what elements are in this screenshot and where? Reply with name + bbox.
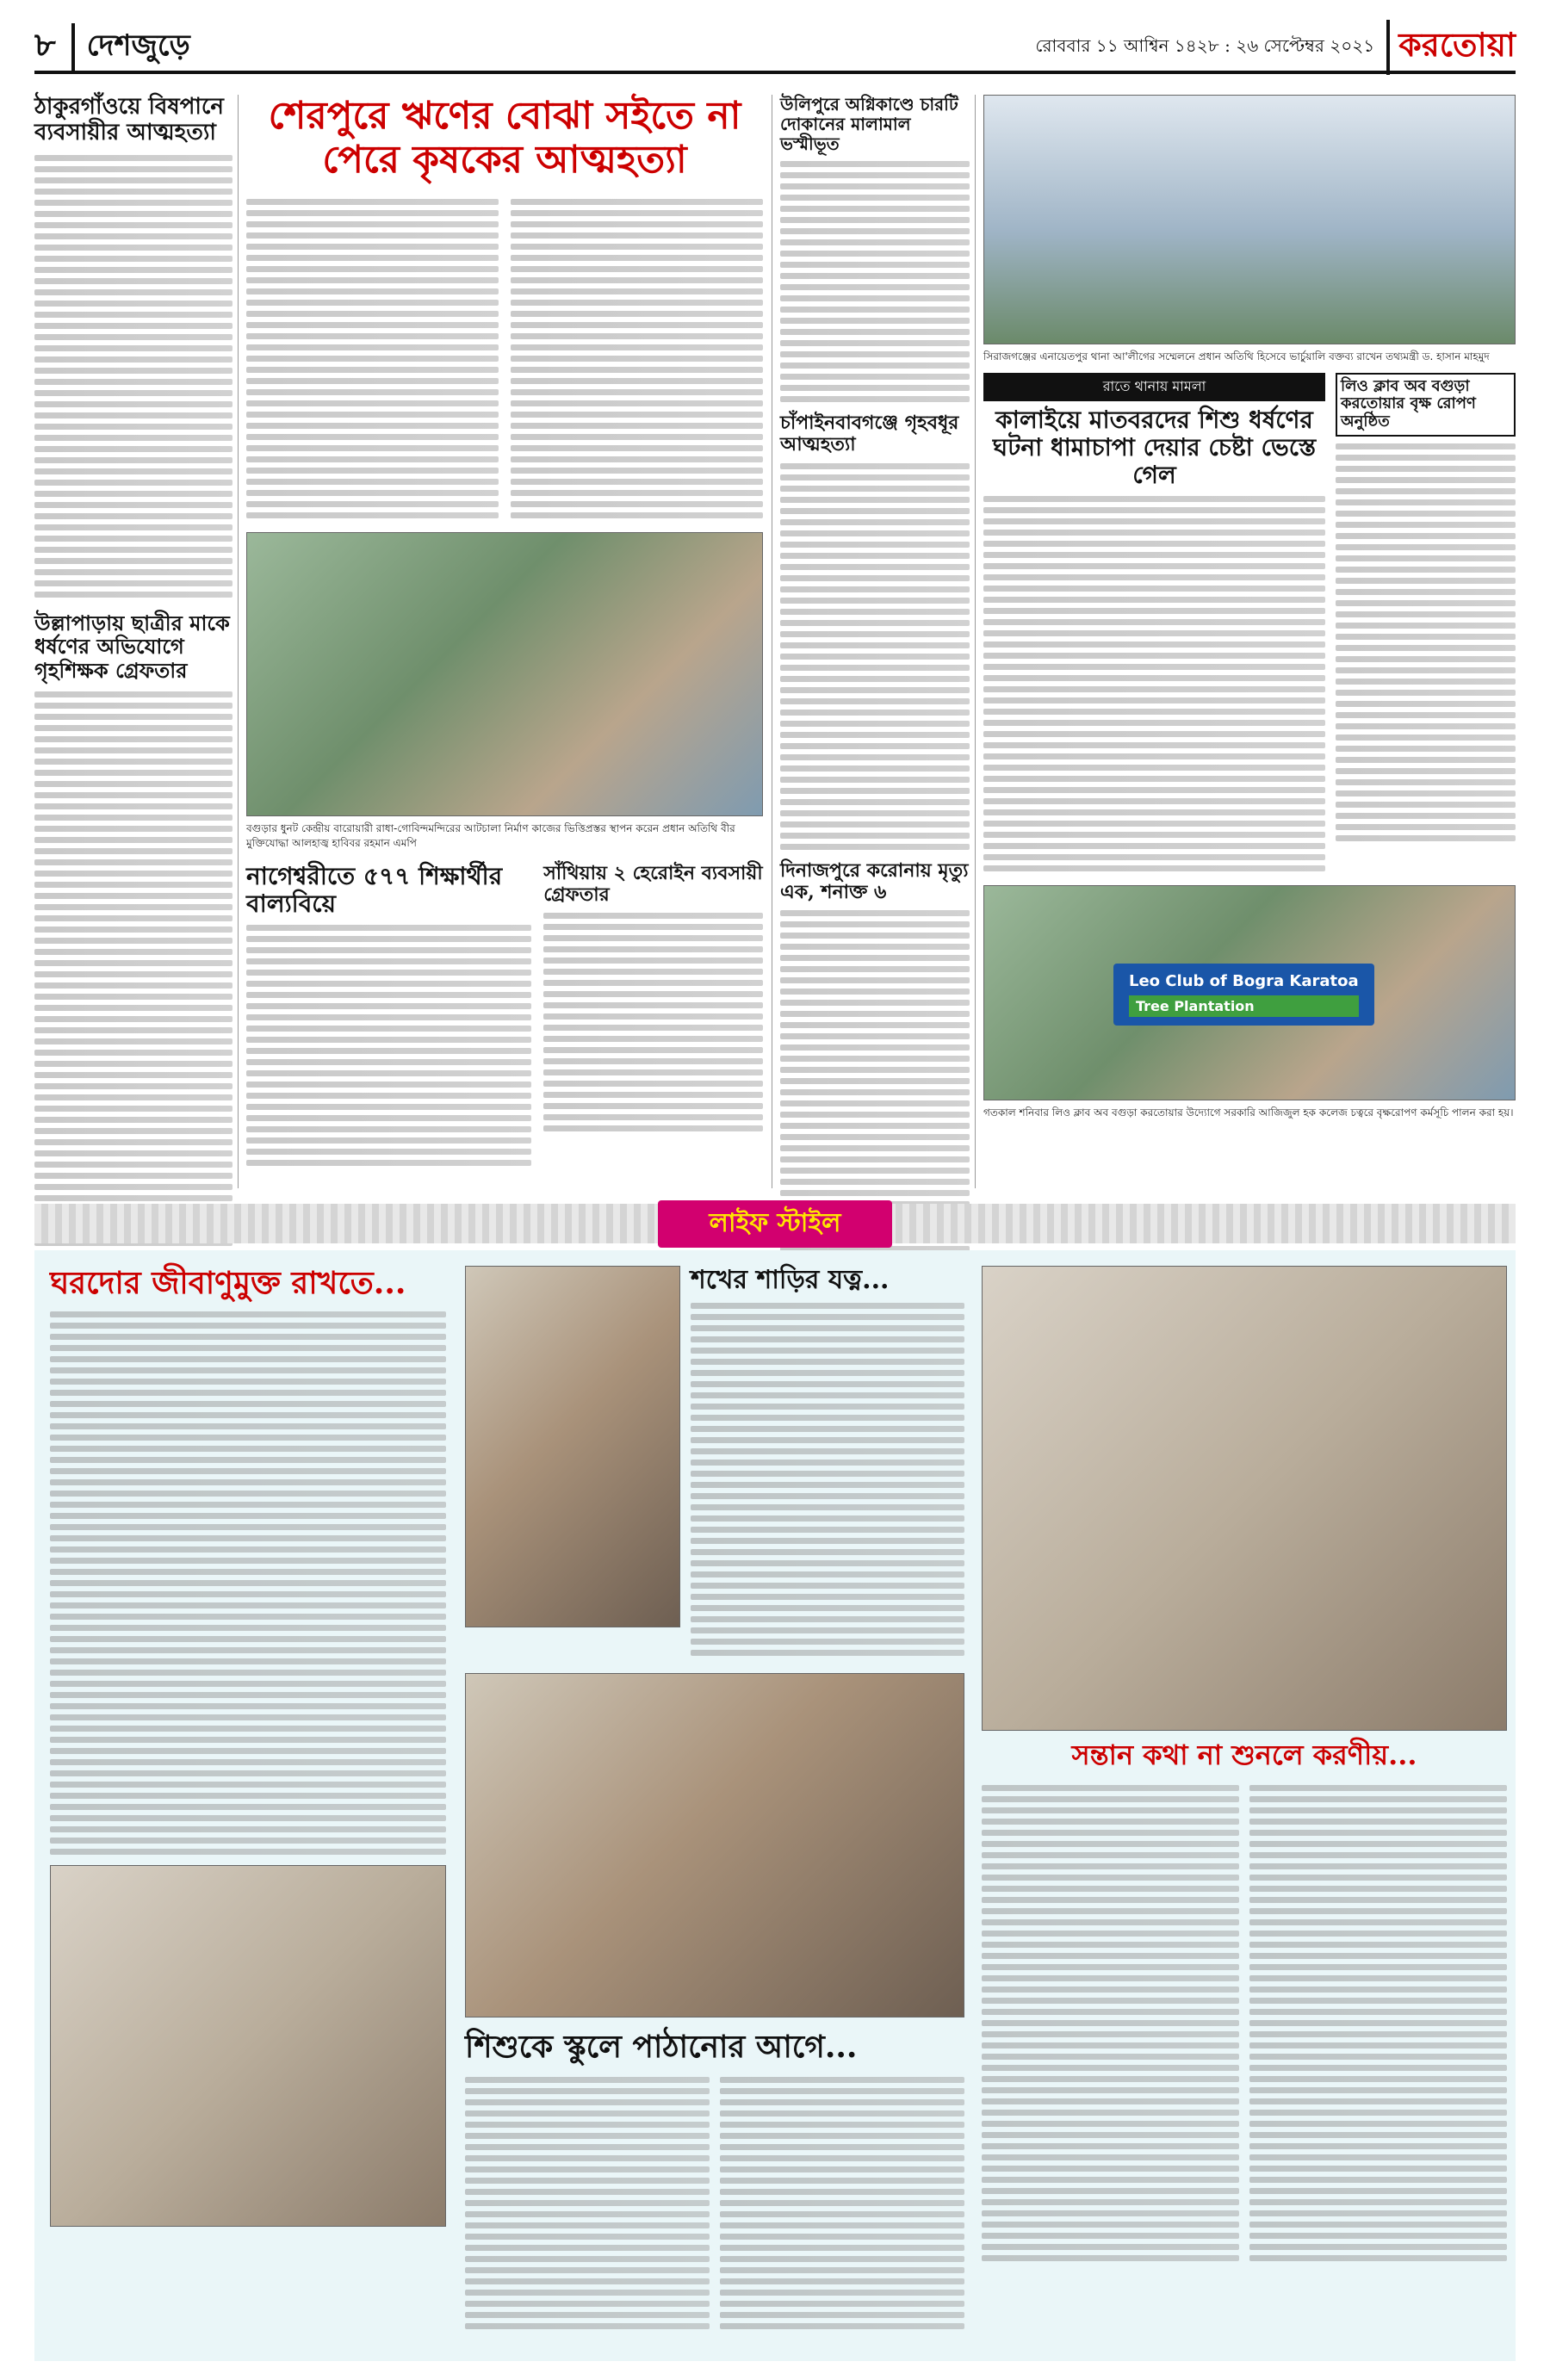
article-body: [720, 2072, 964, 2334]
article-body: [983, 496, 1325, 871]
middle-column: [780, 95, 970, 1188]
brand-logo: করতোয়া: [1386, 20, 1516, 75]
article-body: [543, 913, 763, 1131]
cleaning-photo: [50, 1865, 446, 2227]
article-body: [780, 463, 970, 850]
section-title: দেশজুড়ে: [71, 23, 190, 72]
page-number: ৮: [34, 25, 56, 64]
article-body: [691, 1303, 964, 1656]
photo-caption: সিরাজগঞ্জের এনায়েতপুর থানা আ'লীগের সম্মেলনে প্রধান অতিথি হিসেবে ভার্চুয়ালি বক্তব্য রাখেন তথ্যমন্ত্রী ড. হাসান মাহমুদ: [983, 350, 1490, 363]
conference-photo: [983, 95, 1516, 344]
issue-date: রোববার ১১ আশ্বিন ১৪২৮ : ২৬ সেপ্টেম্বর ২০২১: [1035, 34, 1375, 56]
ceremony-photo: [246, 532, 763, 816]
article-body: [465, 2072, 710, 2334]
left-column: [34, 95, 232, 1188]
lead-headline: শেরপুরে ঋণের বোঝা সইতে না পেরে কৃষকের আত্মহত্যা: [268, 94, 741, 182]
article-body: [246, 194, 499, 524]
event-banner: [1113, 964, 1374, 1026]
lifestyle-banner-label: লাইফ স্টাইল: [658, 1200, 893, 1248]
parent-child-photo: [982, 1266, 1507, 1731]
article-body: [34, 691, 232, 1268]
article-headline: চাঁপাইনবাবগঞ্জে গৃহবধূর আত্মহত্যা: [780, 412, 959, 456]
lifestyle-banner: [34, 1204, 1516, 1243]
article-body: [34, 155, 232, 598]
article-headline: দিনাজপুরে করোনায় মৃত্যু এক, শনাক্ত ৬: [780, 858, 969, 903]
lead-story: [246, 95, 763, 1188]
tree-plantation-photo: [983, 885, 1516, 1100]
masthead: [34, 24, 1516, 74]
banner-subtext: Tree Plantation: [1129, 995, 1359, 1017]
article-body: [50, 1311, 446, 1855]
lifestyle-article-4: [982, 1266, 1507, 2351]
article-headline: নাগেশ্বরীতে ৫৭৭ শিক্ষার্থীর বাল্যবিয়ে: [246, 861, 503, 918]
article-body: [1336, 443, 1516, 841]
article-headline: শিশুকে স্কুলে পাঠানোর আগে...: [465, 2028, 858, 2065]
photo-caption: বগুড়ার ধুনট কেন্দ্রীয় বারোয়ারী রাধা-গোবিন্দমন্দিরের আটচালা নির্মাণ কাজের ভিত্তিপ্রস্তর স্থাপন করেন প্রধান অতিথি বীর মুক্তিযোদ্ধা আলহাজ্ব হাবিবর রহমান এমপি: [246, 822, 735, 849]
article-body: [780, 161, 970, 402]
saree-photo: [465, 1266, 680, 1627]
students-photo: [465, 1673, 964, 2017]
article-headline: লিও ক্লাব অব বগুড়া করতোয়ার বৃক্ষ রোপণ অনুষ্ঠিত: [1336, 373, 1516, 437]
article-headline: কালাইয়ে মাতবরদের শিশু ধর্ষণের ঘটনা ধামাচাপা দেয়ার চেষ্টা ভেস্তে গেল: [992, 405, 1317, 490]
article-body: [511, 194, 763, 524]
article-body: [1249, 1780, 1507, 2266]
lifestyle-article-1: [50, 1266, 446, 2351]
article-headline: সাঁথিয়ায় ২ হেরোইন ব্যবসায়ী গ্রেফতার: [543, 861, 763, 907]
right-block: [983, 95, 1516, 1188]
lifestyle-articles-2-3: [465, 1266, 964, 2351]
article-headline: শখের শাড়ির যত্ন...: [691, 1265, 890, 1295]
article-body: [982, 1780, 1239, 2266]
article-headline: উল্লাপাড়ায় ছাত্রীর মাকে ধর্ষণের অভিযোগে গৃহশিক্ষক গ্রেফতার: [34, 610, 230, 683]
article-headline: ঠাকুরগাঁওয়ে বিষপানে ব্যবসায়ীর আত্মহত্যা: [34, 94, 224, 146]
photo-caption: গতকাল শনিবার লিও ক্লাব অব বগুড়া করতোয়ার উদ্যোগে সরকারি আজিজুল হক কলেজ চত্বরে বৃক্ষরোপণ কর্মসূচি পালন করা হয়।: [983, 1106, 1514, 1119]
article-headline: উলিপুরে অগ্নিকাণ্ডে চারটি দোকানের মালামাল ভস্মীভূত: [780, 94, 958, 154]
article-headline: সন্তান কথা না শুনলে করণীয়...: [1071, 1739, 1417, 1771]
kicker: রাতে থানায় মামলা: [983, 373, 1325, 401]
article-body: [246, 925, 531, 1166]
article-headline: ঘরদোর জীবাণুমুক্ত রাখতে...: [50, 1265, 406, 1301]
banner-text: Leo Club of Bogra Karatoa: [1129, 972, 1359, 991]
